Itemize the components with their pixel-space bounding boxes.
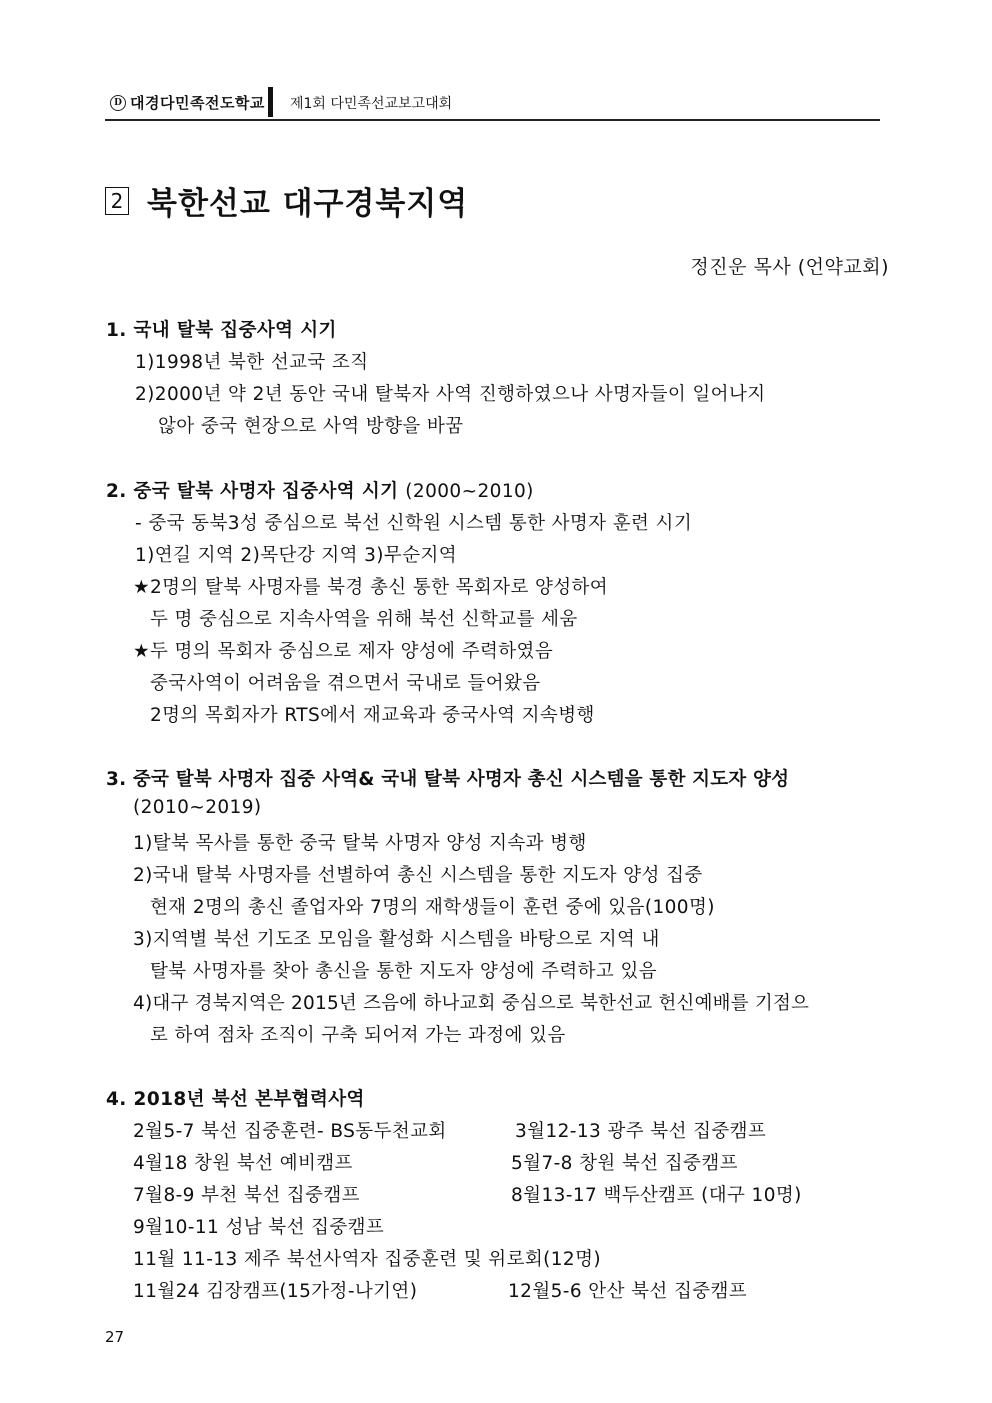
section-2-line: 두 명 중심으로 지속사역을 위해 북선 신학교를 세움 [150, 609, 578, 630]
section-2-line: ★두 명의 목회자 중심으로 제자 양성에 주력하였음 [133, 641, 554, 662]
section-2-line: ★2명의 탈북 사명자를 북경 총신 통한 목회자로 양성하여 [133, 577, 609, 598]
section-2-heading-period: (2000~2010) [405, 481, 534, 502]
section-1-line: 2)2000년 약 2년 동안 국내 탈북자 사역 진행하였으나 사명자들이 일어나지 [135, 384, 766, 405]
section-2-line: 1)연길 지역 2)목단강 지역 3)무순지역 [135, 545, 458, 566]
conference-title: 제1회 다민족선교보고대회 [290, 96, 453, 112]
schedule-item: 11월24 김장캠프(15가정-나기연) [133, 1281, 418, 1302]
author-line: 정진운 목사 (언약교회) [690, 256, 889, 278]
page-header [105, 84, 880, 122]
schedule-item: 12월5-6 안산 북선 집중캠프 [508, 1281, 748, 1302]
section-3-line: 3)지역별 북선 기도조 모임을 활성화 시스템을 바탕으로 지역 내 [133, 929, 660, 950]
section-2-heading [106, 477, 534, 503]
logo-text: 대경다민족전도학교 [130, 94, 265, 112]
section-2-line: 중국사역이 어려움을 겪으면서 국내로 들어왔음 [150, 673, 541, 694]
schedule-item: 7월8-9 부천 북선 집중캠프 [133, 1185, 360, 1206]
schedule-item: 2월5-7 북선 집중훈련- BS동두천교회 [133, 1121, 447, 1142]
schedule-item: 11월 11-13 제주 북선사역자 집중훈련 및 위로회(12명) [133, 1249, 601, 1270]
section-3-line: 2)국내 탈북 사명자를 선별하여 총신 시스템을 통한 지도자 양성 집중 [133, 865, 703, 886]
page-title [105, 178, 468, 223]
section-4-heading: 4. 2018년 북선 본부협력사역 [106, 1089, 365, 1110]
section-2-heading-text: 2. 중국 탈북 사명자 집중사역 시기 [106, 481, 399, 502]
page-number: 27 [105, 1328, 125, 1346]
section-3-line: (2010~2019) [133, 797, 262, 818]
section-2-line: 2명의 목회자가 RTS에서 재교육과 중국사역 지속병행 [150, 705, 595, 726]
section-3-line: 1)탈북 목사를 통한 중국 탈북 사명자 양성 지속과 병행 [133, 833, 587, 854]
header-divider-bar [268, 87, 273, 117]
title-text: 북한선교 대구경북지역 [147, 186, 469, 222]
section-3-line: 현재 2명의 총신 졸업자와 7명의 재학생들이 훈련 중에 있음(100명) [150, 897, 715, 918]
schedule-item: 3월12-13 광주 북선 집중캠프 [515, 1121, 767, 1142]
schedule-item: 5월7-8 창원 북선 집중캠프 [511, 1153, 738, 1174]
schedule-item: 8월13-17 백두산캠프 (대구 10명) [511, 1185, 802, 1206]
logo-mark-icon: D [110, 95, 126, 111]
section-3-line: 로 하여 점차 조직이 구축 되어져 가는 과정에 있음 [150, 1025, 566, 1046]
section-2-line: - 중국 동북3성 중심으로 북선 신학원 시스템 통한 사명자 훈련 시기 [135, 513, 693, 534]
section-1-line: 1)1998년 북한 선교국 조직 [135, 352, 369, 373]
section-3-line: 탈북 사명자를 찾아 총신을 통한 지도자 양성에 주력하고 있음 [150, 961, 658, 982]
section-1-line: 않아 중국 현장으로 사역 방향을 바꿈 [158, 416, 464, 437]
section-1-heading: 1. 국내 탈북 집중사역 시기 [106, 320, 337, 341]
school-logo [110, 92, 265, 113]
schedule-item: 4월18 창원 북선 예비캠프 [133, 1153, 353, 1174]
header-rule [105, 119, 880, 121]
title-number-box: 2 [105, 187, 129, 215]
section-3-heading: 3. 중국 탈북 사명자 집중 사역& 국내 탈북 사명자 총신 시스템을 통한 지도자 양성 [106, 769, 790, 790]
section-3-line: 4)대구 경북지역은 2015년 즈음에 하나교회 중심으로 북한선교 헌신예배를 기점으 [133, 993, 810, 1014]
schedule-item: 9월10-11 성남 북선 집중캠프 [133, 1217, 385, 1238]
